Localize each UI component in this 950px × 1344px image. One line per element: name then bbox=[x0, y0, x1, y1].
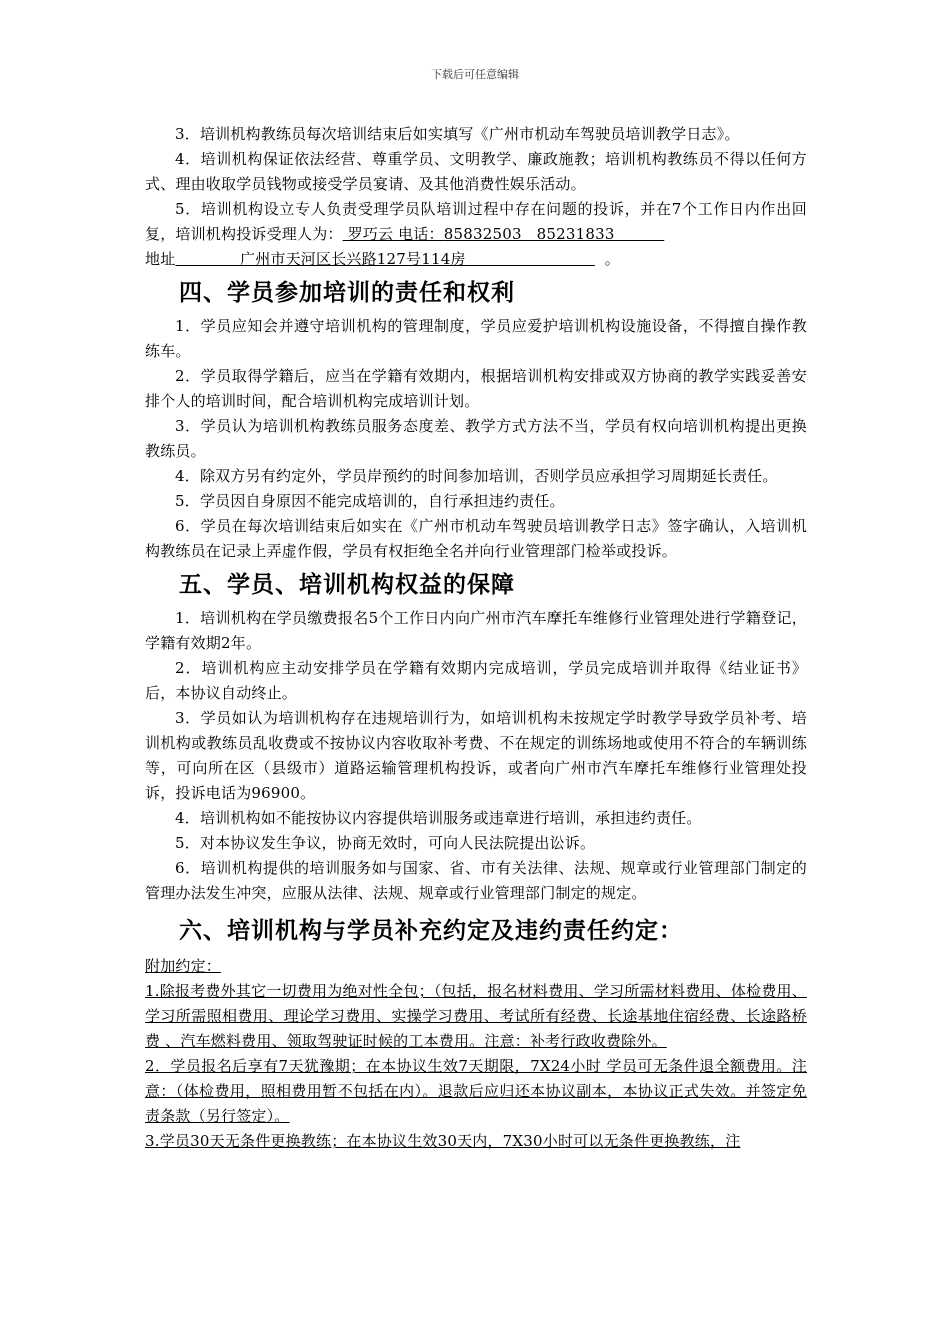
paragraph: 3．学员认为培训机构教练员服务态度差、教学方式方法不当，学员有权向培训机构提出更换教练员。 bbox=[145, 417, 807, 460]
supplement-item: 1.除报考费外其它一切费用为绝对性全包；（包括，报名材料费用、学习所需材料费用、体检费用、学习所需照相费用、理论学习费用、实操学习费用、考试所有经费、长途基地住宿经费、长途路桥费 、汽车燃料费用、领取驾驶证时候的工本费用。注意：补考行政收费除外。 bbox=[145, 982, 807, 1050]
address-spacer bbox=[595, 250, 605, 268]
section-4-title: 四、学员参加培训的责任和权利 bbox=[179, 280, 515, 306]
paragraph: 4．除双方另有约定外，学员岸预约的时间参加培训，否则学员应承担学习周期延长责任。 bbox=[175, 467, 778, 485]
address-label: 地址 bbox=[145, 250, 176, 268]
phone-label: 电话： bbox=[398, 225, 444, 243]
paragraph: 5．对本协议发生争议，协商无效时，可向人民法院提出讼诉。 bbox=[175, 834, 596, 852]
paragraph: 4．培训机构如不能按协议内容提供培训服务或违章进行培训，承担违约责任。 bbox=[175, 809, 702, 827]
paragraph: 4．培训机构保证依法经营、尊重学员、文明教学、廉政施教；培训机构教练员不得以任何方式、理由收取学员钱物或接受学员宴请、及其他消费性娱乐活动。 bbox=[145, 150, 807, 193]
address-blank-right bbox=[466, 250, 595, 268]
section-6-title: 六、培训机构与学员补充约定及违约责任约定： bbox=[179, 918, 683, 944]
address-value: 广州市天河区长兴路127号114房 bbox=[240, 250, 466, 268]
document-body bbox=[145, 122, 807, 1154]
complaint-paragraph bbox=[145, 197, 807, 247]
complaint-person: 罗巧云 bbox=[342, 225, 399, 243]
address-end: 。 bbox=[604, 250, 620, 268]
paragraph: 2．学员取得学籍后，应当在学籍有效期内，根据培训机构安排或双方协商的教学实践妥善安排个人的培训时间，配合培训机构完成培训计划。 bbox=[145, 367, 807, 410]
address-blank-left bbox=[175, 250, 240, 268]
phone-number: 85832503 85231833 bbox=[443, 225, 615, 243]
supplement-item: 2．学员报名后享有7天犹豫期；在本协议生效7天期限，7X24小时 学员可无条件退全额费用。注意：（体检费用，照相费用暂不包括在内）。退款后应归还本协议副本，本协议正式失效。并签定免责条款（另行签定）。 bbox=[145, 1057, 807, 1125]
paragraph: 1．培训机构在学员缴费报名5个工作日内向广州市汽车摩托车维修行业管理处进行学籍登记，学籍有效期2年。 bbox=[145, 609, 807, 652]
paragraph: 3．学员如认为培训机构存在违规培训行为，如培训机构未按规定学时教学导致学员补考、培训机构或教练员乱收费或不按协议内容收取补考费、不在规定的训练场地或使用不符合的车辆训练等，可向所在区（县级市）道路运输管理机构投诉，或者向广州市汽车摩托车维修行业管理处投诉，投诉电话为96900。 bbox=[145, 709, 807, 802]
address-line bbox=[145, 247, 807, 272]
paragraph: 2．培训机构应主动安排学员在学籍有效期内完成培训，学员完成培训并取得《结业证书》后，本协议自动终止。 bbox=[145, 659, 807, 702]
supplement-item: 3.学员30天无条件更换教练；在本协议生效30天内，7X30小时可以无条件更换教练，注 bbox=[145, 1132, 741, 1150]
complaint-text: 5．培训机构设立专人负责受理学员队培训过程中存在问题的投诉，并在7个工作日内作出回复，培训机构投诉受理人为： bbox=[145, 200, 807, 243]
paragraph: 6．培训机构提供的培训服务如与国家、省、市有关法律、法规、规章或行业管理部门制定的管理办法发生冲突，应服从法律、法规、规章或行业管理部门制定的规定。 bbox=[145, 859, 807, 902]
page-header: 下载后可任意编辑 bbox=[431, 68, 519, 81]
paragraph: 5．学员因自身原因不能完成培训的，自行承担违约责任。 bbox=[175, 492, 565, 510]
paragraph: 1．学员应知会并遵守培训机构的管理制度，学员应爱护培训机构设施设备，不得擅自操作教练车。 bbox=[145, 317, 807, 360]
paragraph: 6．学员在每次培训结束后如实在《广州市机动车驾驶员培训教学日志》签字确认，入培训机构教练员在记录上弄虚作假，学员有权拒绝全名并向行业管理部门检举或投诉。 bbox=[145, 517, 807, 560]
paragraph: 3．培训机构教练员每次培训结束后如实填写《广州市机动车驾驶员培训教学日志》。 bbox=[175, 125, 740, 143]
section-5-title: 五、学员、培训机构权益的保障 bbox=[179, 572, 515, 598]
supplement-label: 附加约定： bbox=[145, 957, 222, 975]
phone-blank bbox=[615, 225, 665, 243]
